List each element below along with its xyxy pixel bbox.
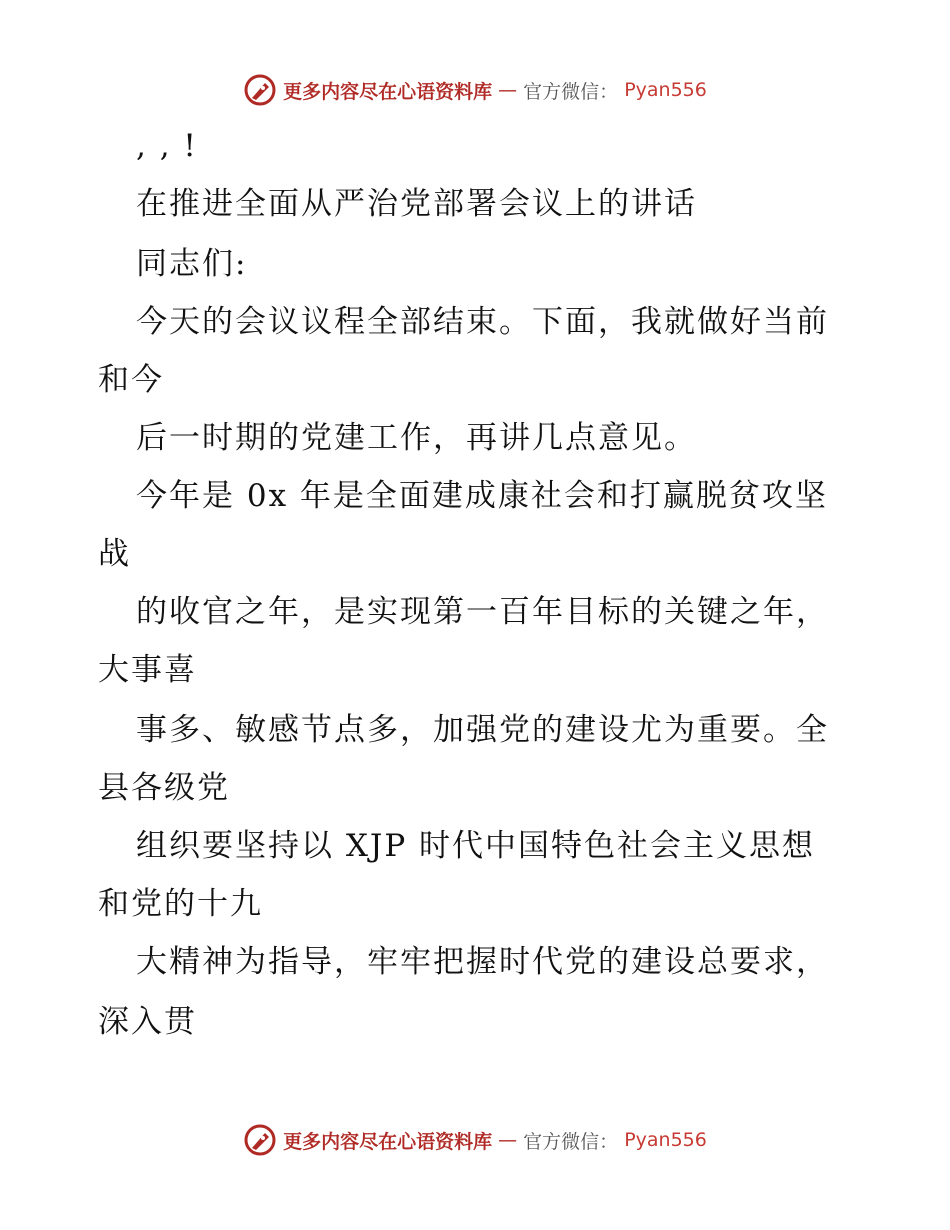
watermark-brand: 更多内容尽在心语资料库	[283, 1130, 493, 1153]
text-line: 今天的会议议程全部结束。下面，我就做好当前	[136, 304, 829, 340]
watermark-account: Pyan556	[624, 1129, 707, 1151]
text-line: 县各级党	[98, 770, 230, 806]
watermark-separator: —	[498, 1129, 518, 1151]
footer-watermark	[0, 1120, 950, 1160]
watermark-account: Pyan556	[624, 79, 707, 101]
speech-title: 在推进全面从严治党部署会议上的讲话	[136, 186, 697, 222]
watermark-wechat-label: 官方微信：	[523, 1130, 619, 1153]
text-line: 事多、敏感节点多，加强党的建设尤为重要。全	[136, 712, 829, 748]
text-line: 战	[98, 536, 131, 572]
text-line: 和今	[98, 362, 164, 398]
text-line: 大精神为指导，牢牢把握时代党的建设总要求，	[136, 944, 829, 980]
text-line: 的收官之年，是实现第一百年目标的关键之年，	[136, 594, 829, 630]
text-line: , , !	[136, 128, 198, 164]
text-line: 后一时期的党建工作，再讲几点意见。	[136, 420, 697, 456]
watermark-brand: 更多内容尽在心语资料库	[283, 80, 493, 103]
text-line: 今年是 0x 年是全面建成康社会和打赢脱贫攻坚	[136, 478, 828, 514]
watermark-separator: —	[498, 79, 518, 101]
text-line: 组织要坚持以 XJP 时代中国特色社会主义思想	[136, 828, 816, 864]
salutation: 同志们:	[136, 246, 248, 282]
text-line: 大事喜	[98, 652, 197, 688]
text-line: 深入贯	[98, 1004, 197, 1040]
pen-nib-logo-icon	[243, 1123, 277, 1157]
text-line: 和党的十九	[98, 886, 263, 922]
watermark-wechat-label: 官方微信：	[523, 80, 619, 103]
